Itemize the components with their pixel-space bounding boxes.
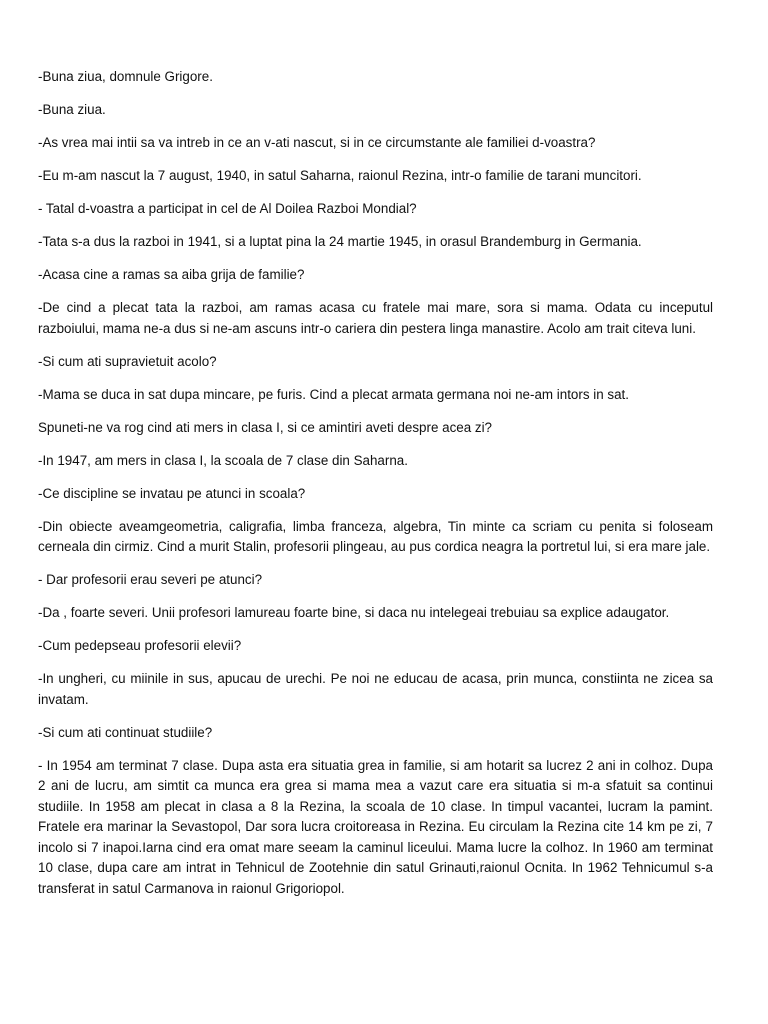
paragraph-answer-survival: -Mama se duca in sat dupa mincare, pe furis. Cind a plecat armata germana noi ne-am intors in sat. xyxy=(38,386,629,402)
paragraph-answer-first-class: -In 1947, am mers in clasa I, la scoala de 7 clase din Saharna. xyxy=(38,452,408,468)
paragraph-question-first-class: Spuneti-ne va rog cind ati mers in clasa I, si ce amintiri aveti despre acea zi? xyxy=(38,419,493,435)
paragraph-question-studies: -Si cum ati continuat studiile? xyxy=(38,724,213,740)
paragraph-answer-family: -De cind a plecat tata la razboi, am ramas acasa cu fratele mai mare, sora si mama. Odata cu inceputul razboiului, mama ne-a dus si ne-am ascuns intr-o cariera din pestera linga manastire. Acolo am trait citeva luni. xyxy=(38,300,713,336)
paragraph-answer-war: -Tata s-a dus la razboi in 1941, si a luptat pina la 24 martie 1945, in orasul Brandemburg in Germania. xyxy=(38,234,642,249)
paragraph-answer-studies: - In 1954 am terminat 7 clase. Dupa asta era situatia grea in familie, si am hotarit sa lucrez 2 ani in colhoz. Dupa 2 ani de lucru, am simtit ca munca era grea si mama mea a vazut care era situatia si m-a sfatuit sa continui studiile. In 1958 am plecat in clasa a 8 la Rezina, la scoala de 10 clase. In timpul vacantei, lucram la pamint. Fratele era marinar la Sevastopol, Dar sora lucra croitoreasa in Rezina. Eu circulam la Rezina cite 14 km pe zi, 7 incolo si 7 inapoi.Iarna cind era omat mare seeam la caminul liceului. Mama lucre la colhoz. In 1960 am terminat 10 clase, dupa care am intrat in Tehnicul de Zootehnie din satul Grinauti,raionul Ocnita. In 1962 Tehnicumul s-a transferat in satul Carmanova in raionul Grigoriopol. xyxy=(38,757,713,896)
paragraph-question-family: -Acasa cine a ramas sa aiba grija de familie? xyxy=(38,267,305,282)
paragraph-question-survival: -Si cum ati supravietuit acolo? xyxy=(38,353,217,369)
paragraph-question-disciplines: -Ce discipline se invatau pe atunci in scoala? xyxy=(38,485,306,501)
paragraph-question-punishment: -Cum pedepseau profesorii elevii? xyxy=(38,638,242,653)
document-page xyxy=(38,67,713,912)
paragraph-answer-birth: -Eu m-am nascut la 7 august, 1940, in satul Saharna, raionul Rezina, intr-o familie de tarani muncitori. xyxy=(38,168,642,183)
paragraph-greeting-answer: -Buna ziua. xyxy=(38,102,106,117)
paragraph-question-teachers: - Dar profesorii erau severi pe atunci? xyxy=(38,572,263,587)
paragraph-question-birth: -As vrea mai intii sa va intreb in ce an v-ati nascut, si in ce circumstante ale familiei d-voastra? xyxy=(38,135,596,150)
paragraph-question-war: - Tatal d-voastra a participat in cel de Al Doilea Razboi Mondial? xyxy=(38,201,417,216)
paragraph-greeting-question: -Buna ziua, domnule Grigore. xyxy=(38,69,213,84)
paragraph-answer-teachers: -Da , foarte severi. Unii profesori lamureau foarte bine, si daca nu intelegeai trebuiau sa explice adaugator. xyxy=(38,605,670,620)
paragraph-answer-punishment: -In ungheri, cu miinile in sus, apucau de urechi. Pe noi ne educau de acasa, prin munca, constiinta ne zicea sa invatam. xyxy=(38,671,713,707)
paragraph-answer-disciplines: -Din obiecte aveamgeometria, caligrafia, limba franceza, algebra, Tin minte ca scriam cu penita si foloseam cerneala din cirmiz. Cind a murit Stalin, profesorii plingeau, au pus cordica neagra la portretul lui, si era mare jale. xyxy=(38,518,713,554)
